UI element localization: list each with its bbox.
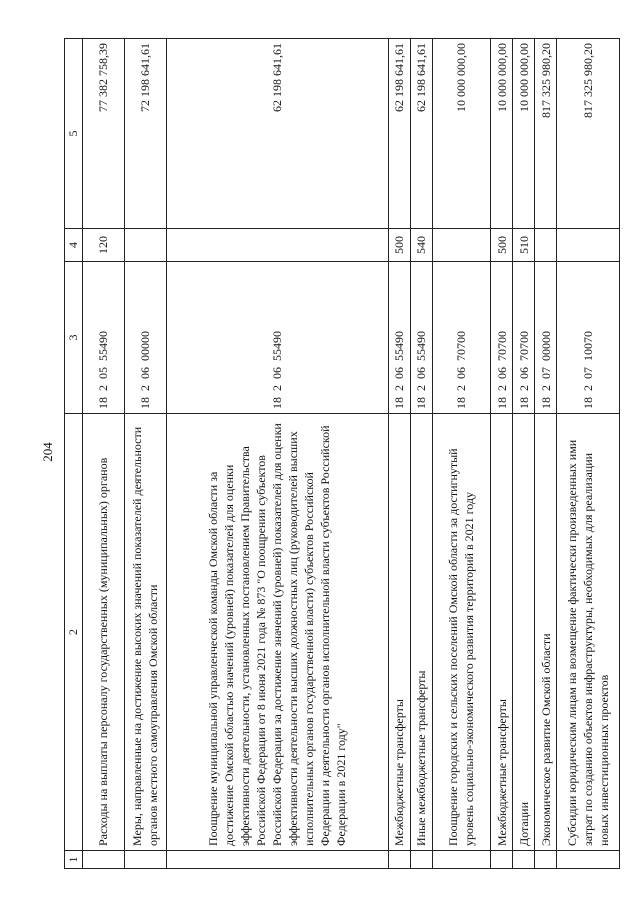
row-code: 18 2 05 55490 [82,262,124,414]
table-row [432,39,491,869]
table-row [535,39,557,869]
row-sum: 62 198 641,61 [410,39,432,229]
row-sum: 10 000 000,00 [432,39,491,229]
header-col-1: 1 [65,851,83,869]
row-code: 18 2 07 10070 [557,262,620,414]
row-name: Межбюджетные трансферты [491,414,513,851]
row-name: Поощрение муниципальной управленческой команды Омской области за достижение Омской областью значений (уровней) показателей для оценки эффективности деятельности, установленных постановлением Правительства Российской Федерации от 8 июня 2021 года № 873 "О поощрении субъектов Российской Федерации за достижение значений (уровней) показателей для оценки эффективности деятельности высших должностных лиц (руководителей высших исполнительных органов государственной власти) субъектов Российской Федерации и деятельности органов исполнительной власти субъектов Российской Федерации в 2021 году" [166,414,388,851]
table-row [124,39,166,869]
header-col-3: 3 [65,262,83,414]
header-col-5: 5 [65,39,83,229]
table-row [491,39,513,869]
row-name: Межбюджетные трансферты [388,414,410,851]
header-col-4: 4 [65,229,83,262]
page-number: 204 [40,442,55,462]
row-code: 18 2 06 55490 [388,262,410,414]
row-code: 18 2 06 00000 [124,262,166,414]
row-vr: 540 [410,229,432,262]
row-sum: 817 325 980,20 [535,39,557,229]
row-code: 18 2 06 70700 [513,262,535,414]
row-name: Поощрение городских и сельских поселений Омской области за достигнутый уровень социально-экономического развития территорий в 2021 году [432,414,491,851]
budget-table-rotated [64,39,620,869]
row-name: Иные межбюджетные трансферты [410,414,432,851]
row-vr [432,229,491,262]
table-row [513,39,535,869]
row-vr: 500 [388,229,410,262]
row-vr: 500 [491,229,513,262]
row-code: 18 2 06 55490 [166,262,388,414]
table-row [557,39,620,869]
row-vr: 510 [513,229,535,262]
row-vr [557,229,620,262]
table-row [82,39,124,869]
row-code: 18 2 06 55490 [410,262,432,414]
row-vr [166,229,388,262]
row-name: Экономическое развитие Омской области [535,414,557,851]
row-sum: 62 198 641,61 [388,39,410,229]
budget-table [64,38,620,869]
row-sum: 10 000 000,00 [513,39,535,229]
row-name: Дотации [513,414,535,851]
table-row [410,39,432,869]
row-sum: 77 382 758,39 [82,39,124,229]
row-code: 18 2 06 70700 [491,262,513,414]
row-code: 18 2 06 70700 [432,262,491,414]
row-name: Расходы на выплаты персоналу государственных (муниципальных) органов [82,414,124,851]
row-vr [535,229,557,262]
table-header-row [65,39,83,869]
row-vr: 120 [82,229,124,262]
table-row [388,39,410,869]
row-sum: 62 198 641,61 [166,39,388,229]
row-name: Субсидии юридическим лицам на возмещение фактически произведенных ими затрат по созданию объектов инфраструктуры, необходимых для реализации новых инвестиционных проектов [557,414,620,851]
row-sum: 72 198 641,61 [124,39,166,229]
table-row [166,39,388,869]
header-col-2: 2 [65,414,83,851]
row-sum: 10 000 000,00 [491,39,513,229]
row-name: Меры, направленные на достижение высоких значений показателей деятельности органов местного самоуправления Омской области [124,414,166,851]
row-sum: 817 325 980,20 [557,39,620,229]
row-vr [124,229,166,262]
row-code: 18 2 07 00000 [535,262,557,414]
